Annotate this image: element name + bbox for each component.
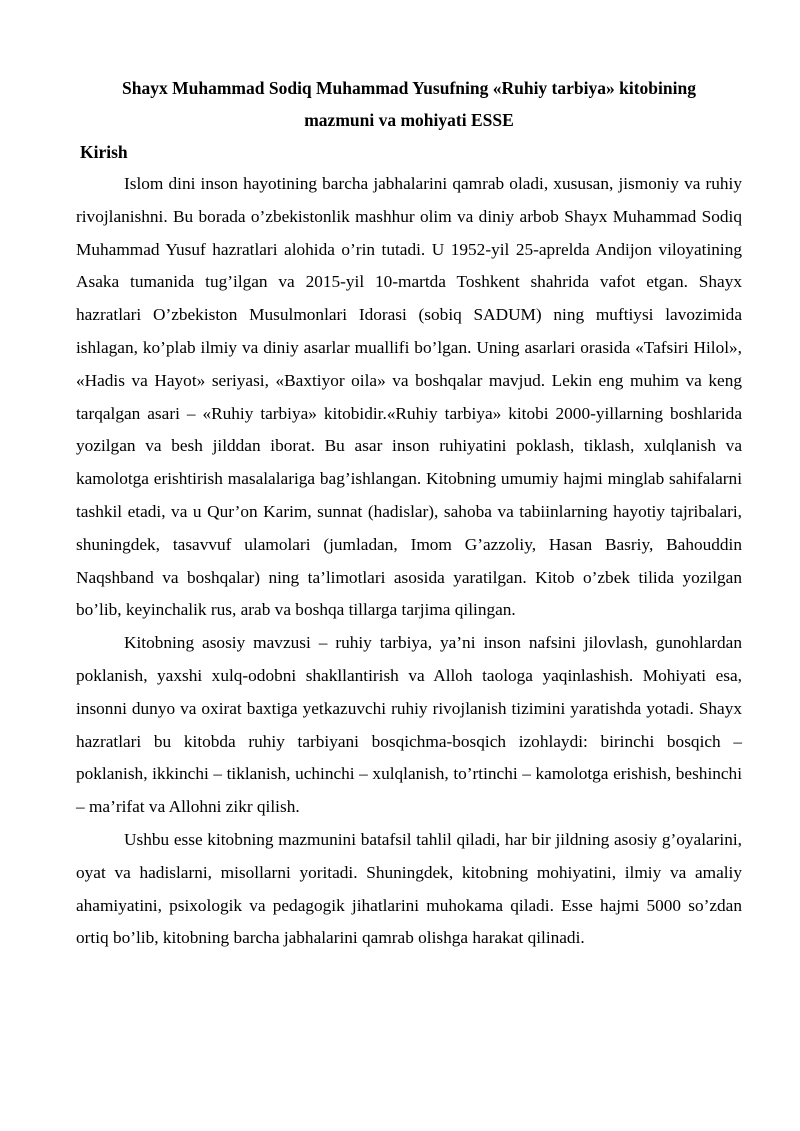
paragraph-1: Islom dini inson hayotining barcha jabhalarini qamrab oladi, xususan, jismoniy va ruhiy rivojlanishni. Bu borada o’zbekistonlik mashhur olim va diniy arbob Shayx Muhammad Sodiq Muhammad Yusuf hazratlari alohida o’rin tutadi. U 1952-yil 25-aprelda Andijon viloyatining Asaka tumanida tug’ilgan va 2015-yil 10-martda Toshkent shahrida vafot etgan. Shayx hazratlari O’zbekiston Musulmonlari Idorasi (sobiq SADUM) ning muftiysi lavozimida ishlagan, ko’plab ilmiy va diniy asarlar muallifi bo’lgan. Uning asarlari orasida «Tafsiri Hilol», «Hadis va Hayot» seriyasi, «Baxtiyor oila» va boshqalar mavjud. Lekin eng muhim va keng tarqalgan asari – «Ruhiy tarbiya» kitobidir.«Ruhiy tarbiya» kitobi 2000-yillarning boshlarida yozilgan va besh jilddan iborat. Bu asar inson ruhiyatini poklash, tiklash, xulqlanish va kamolotga erishtirish masalalariga bag’ishlangan. Kitobning umumiy hajmi minglab sahifalarni tashkil etadi, va u Qur’on Karim, sunnat (hadislar), sahoba va tabiinlarning hayotiy tajribalari, shuningdek, tasavvuf ulamolari (jumladan, Imom G’azzoliy, Hasan Basriy, Bahouddin Naqshband va boshqalar) ning ta’limotlari asosida yaratilgan. Kitob o’zbek tilida yozilgan bo’lib, keyinchalik rus, arab va boshqa tillarga tarjima qilingan. — [76, 174, 742, 620]
document-title-line-1: Shayx Muhammad Sodiq Muhammad Yusufning «Ruhiy tarbiya» kitobining — [122, 78, 696, 98]
paragraph-2: Kitobning asosiy mavzusi – ruhiy tarbiya, ya’ni inson nafsini jilovlash, gunohlardan poklanish, yaxshi xulq-odobni shakllantirish va Alloh taologa yaqinlashish. Mohiyati esa, insonni dunyo va oxirat baxtiga yetkazuvchi ruhiy rivojlanish tizimini yaratishda yotadi. Shayx hazratlari bu kitobda ruhiy tarbiyani bosqichma-bosqich izohlaydi: birinchi bosqich – poklanish, ikkinchi – tiklanish, uchinchi – xulqlanish, to’rtinchi – kamolotga erishish, beshinchi – ma’rifat va Allohni zikr qilish. — [76, 633, 742, 817]
document-title — [76, 72, 742, 136]
document-title-line-2: mazmuni va mohiyati ESSE — [304, 110, 514, 130]
paragraph-3: Ushbu esse kitobning mazmunini batafsil tahlil qiladi, har bir jildning asosiy g’oyalarini, oyat va hadislarni, misollarni yoritadi. Shuningdek, kitobning mohiyatini, ilmiy va amaliy ahamiyatini, psixologik va pedagogik jihatlarini muhokama qiladi. Esse hajmi 5000 so’zdan ortiq bo’lib, kitobning barcha jabhalarini qamrab olishga harakat qilinadi. — [76, 829, 742, 948]
section-heading: Kirish — [80, 142, 128, 162]
document-page — [76, 72, 742, 955]
